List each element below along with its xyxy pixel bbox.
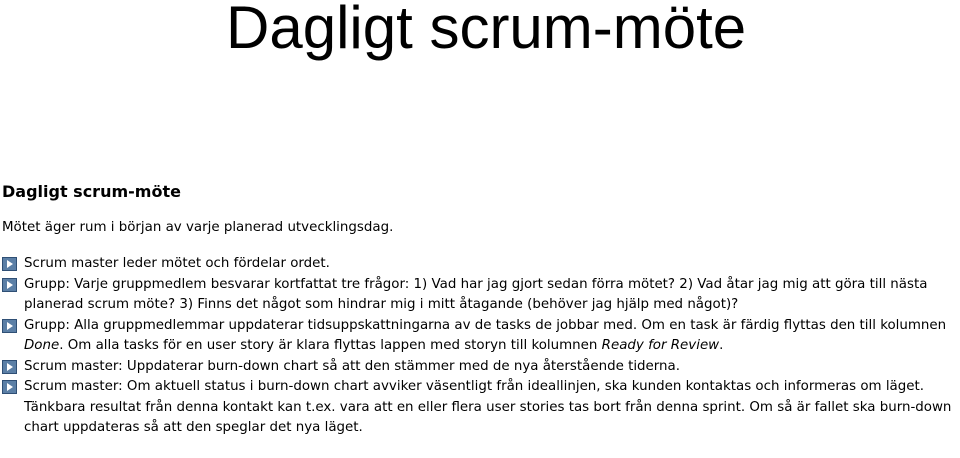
- list-item-text: Grupp: Varje gruppmedlem besvarar kortfattat tre frågor: 1) Vad har jag gjort sedan förra mötet? 2) Vad åtar jag mig att göra till nästa planerad scrum möte? 3) Finns det något som hindrar mig i mitt åtagande (behöver jag hjälp med något)?: [24, 276, 928, 312]
- list-item-text: Scrum master leder mötet och fördelar ordet.: [24, 256, 330, 271]
- document-heading: Dagligt scrum-möte: [2, 182, 181, 201]
- list-item: [2, 357, 958, 378]
- list-item-text-part: . Om alla tasks för en user story är klara flyttas lappen med storyn till kolumnen: [59, 338, 602, 353]
- list-item: [2, 377, 958, 439]
- list-item: [2, 254, 958, 275]
- list-item-text-part: .: [719, 338, 724, 353]
- list-item-text: Scrum master: Om aktuell status i burn-down chart avviker väsentligt från ideallinjen, ska kunden kontaktas och informeras om läget. Tänkbara resultat från denna kontakt kan t.ex. vara att en eller flera user stories tas bort från denna sprint. Om så är fallet ska burn-down chart uppdateras så att den speglar det nya läget.: [24, 379, 952, 435]
- bullet-arrow-icon: [2, 278, 17, 292]
- slide-title: Dagligt scrum-möte: [226, 0, 747, 61]
- list-item-text-part: Grupp: Alla gruppmedlemmar uppdaterar tidsuppskattningarna av de tasks de jobbar med. Om en task är färdig flyttas den till kolumnen: [24, 317, 947, 333]
- column-name-ready-for-review: Ready for Review: [601, 338, 720, 353]
- bullet-arrow-icon: [2, 360, 17, 374]
- bullet-arrow-icon: [2, 257, 17, 271]
- list-item-text: [24, 316, 958, 357]
- bullet-arrow-icon: [2, 380, 17, 394]
- bullet-arrow-icon: [2, 319, 17, 333]
- document-body: [2, 181, 958, 439]
- list-item: [2, 316, 958, 357]
- scrum-steps-list: [2, 254, 958, 439]
- document-intro: Mötet äger rum i början av varje planerad utvecklingsdag.: [2, 220, 394, 235]
- list-item: [2, 275, 958, 316]
- list-item-text: Scrum master: Uppdaterar burn-down chart så att den stämmer med de nya återstående tiderna.: [24, 358, 680, 374]
- column-name-done: Done: [24, 338, 60, 353]
